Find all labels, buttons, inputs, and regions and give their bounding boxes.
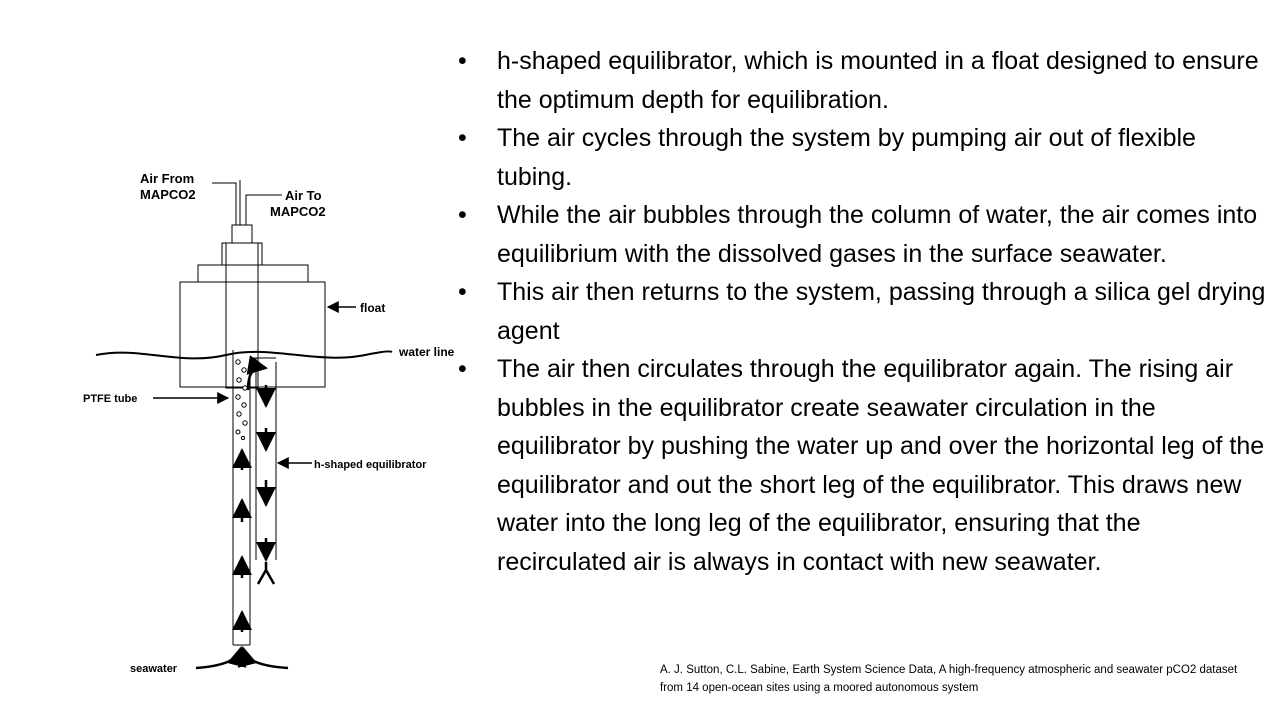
bullet-item: • h-shaped equilibrator, which is mounted in a float designed to ensure the optimum depth for equilibration. [458,42,1268,119]
flow-arrows [196,368,288,668]
leader-lines [153,307,356,463]
equilibrator-legs [233,350,276,645]
air-bubbles [236,360,247,440]
air-to-label-line1: Air To [285,188,322,203]
ptfe-tube-label: PTFE tube [83,393,138,405]
air-from-label-line1: Air From [140,171,195,186]
air-from-label-line2: MAPCO2 [140,187,196,202]
bullet-item: • The air cycles through the system by pumping air out of flexible tubing. [458,119,1268,196]
bullet-item: • The air then circulates through the equilibrator again. The rising air bubbles in the equilibrator create seawater circulation in the equilibrator by pushing the water up and over the horizontal leg of the equilibrator and out the short leg of the equilibrator. This draws new water into the long leg of the equilibrator, ensuring that the recirculated air is always in contact with new seawater. [458,350,1268,581]
water-line-label: water line [399,345,455,359]
float-body [180,243,325,388]
water-line [96,351,392,358]
h-shaped-equilibrator-label: h-shaped equilibrator [314,459,427,471]
air-to-label-line2: MAPCO2 [270,204,326,219]
bullet-item: • While the air bubbles through the column of water, the air comes into equilibrium with the dissolved gases in the surface seawater. [458,196,1268,273]
equilibrator-diagram [0,0,470,720]
bullet-list [458,42,1268,581]
citation: A. J. Sutton, C.L. Sabine, Earth System Science Data, A high-frequency atmospheric and seawater pCO2 dataset from 14 open-ocean sites using a moored autonomous system [660,664,1238,694]
bullet-item: • This air then returns to the system, passing through a silica gel drying agent [458,273,1268,350]
float-label: float [360,301,386,315]
seawater-label: seawater [130,663,178,675]
